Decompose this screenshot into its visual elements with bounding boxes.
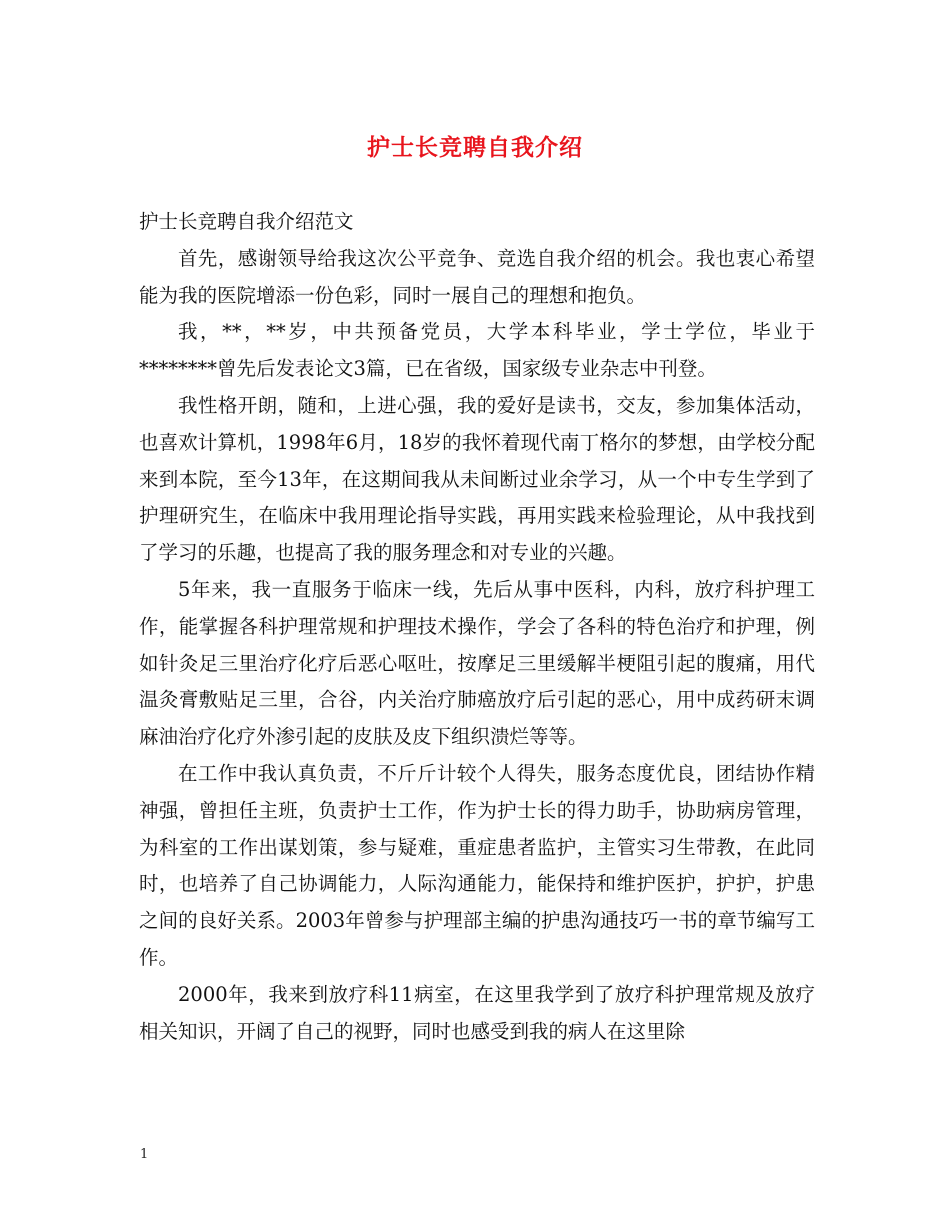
document-title: 护士长竞聘自我介绍 bbox=[367, 134, 583, 161]
document-body bbox=[139, 204, 815, 1050]
page-number: 1 bbox=[140, 1147, 149, 1162]
paragraph-personal-info: 我，**，**岁，中共预备党员，大学本科毕业，学士学位，毕业于********曾先后发表论文3篇，已在省级，国家级专业杂志中刊登。 bbox=[139, 320, 815, 381]
paragraph-clinical-work: 5年来，我一直服务于临床一线，先后从事中医科，内科，放疗科护理工作，能掌握各科护理常规和护理技术操作，学会了各科的特色治疗和护理，例如针灸足三里治疗化疗后恶心呕吐，按摩足三里缓解半梗阻引起的腹痛，用代温灸膏敷贴足三里，合谷，内关治疗肺癌放疗后引起的恶心，用中成药研末调麻油治疗化疗外渗引起的皮肤及皮下组织溃烂等等。 bbox=[139, 577, 815, 749]
paragraph-thanks: 首先，感谢领导给我这次公平竞争、竞选自我介绍的机会。我也衷心希望能为我的医院增添一份色彩，同时一展自己的理想和抱负。 bbox=[139, 246, 815, 307]
document-subtitle: 护士长竞聘自我介绍范文 bbox=[139, 210, 354, 233]
paragraph-work-attitude: 在工作中我认真负责，不斤斤计较个人得失，服务态度优良，团结协作精神强，曾担任主班，负责护士工作，作为护士长的得力助手，协助病房管理，为科室的工作出谋划策，参与疑难，重症患者监护，主管实习生带教，在此同时，也培养了自己协调能力，人际沟通能力，能保持和维护医护，护护，护患之间的良好关系。2003年曾参与护理部主编的护患沟通技巧一书的章节编写工作。 bbox=[139, 761, 815, 969]
paragraph-radiotherapy: 2000年，我来到放疗科11病室，在这里我学到了放疗科护理常规及放疗相关知识，开阔了自己的视野，同时也感受到我的病人在这里除 bbox=[139, 982, 815, 1043]
paragraph-personality: 我性格开朗，随和，上进心强，我的爱好是读书，交友，参加集体活动，也喜欢计算机，1998年6月，18岁的我怀着现代南丁格尔的梦想，由学校分配来到本院，至今13年，在这期间我从未间断过业余学习，从一个中专生学到了护理研究生，在临床中我用理论指导实践，再用实践来检验理论，从中我找到了学习的乐趣，也提高了我的服务理念和对专业的兴趣。 bbox=[139, 393, 815, 565]
